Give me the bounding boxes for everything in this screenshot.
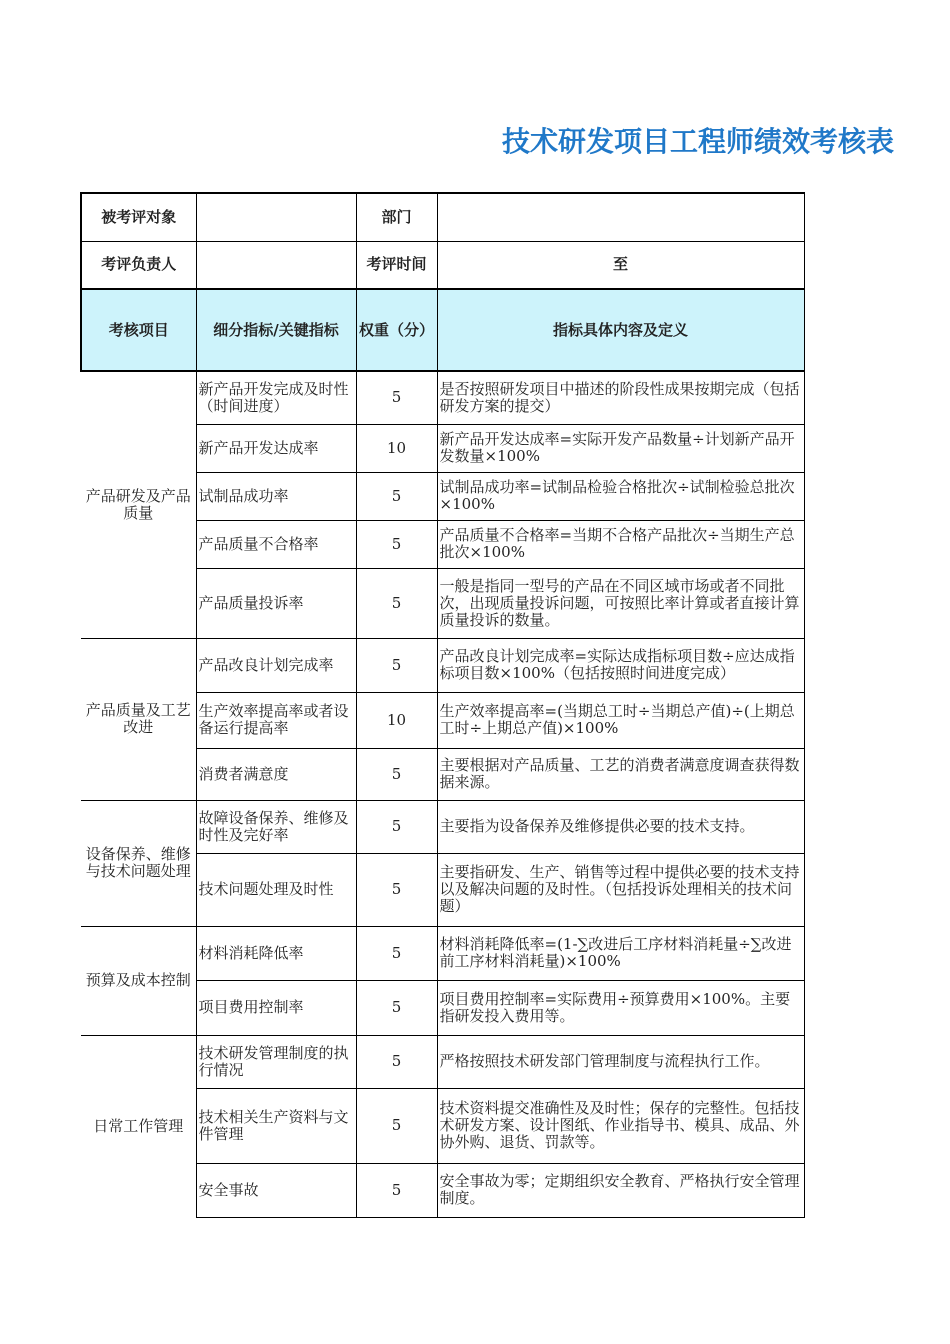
sub-indicator-cell: 新产品开发完成及时性（时间进度） [196,371,356,424]
weight-cell: 5 [356,638,437,692]
definition-cell: 材料消耗降低率=(1-∑改进后工序材料消耗量÷∑改进前工序材料消耗量)×100% [437,926,804,980]
sub-indicator-cell: 产品质量投诉率 [196,568,356,638]
period-input[interactable]: 至 [437,241,804,289]
definition-cell: 严格按照技术研发部门管理制度与流程执行工作。 [437,1035,804,1088]
evaluator-input[interactable] [196,241,356,289]
sub-indicator-cell: 安全事故 [196,1163,356,1217]
sub-indicator-cell: 消费者满意度 [196,748,356,800]
table-row [81,926,804,980]
sub-indicator-cell: 生产效率提高率或者设备运行提高率 [196,692,356,748]
category-cell: 预算及成本控制 [81,926,196,1035]
col-weight: 权重（分） [356,289,437,371]
col-category: 考核项目 [81,289,196,371]
col-sub: 细分指标/关键指标 [196,289,356,371]
kpi-table [80,192,805,1218]
definition-cell: 产品改良计划完成率=实际达成指标项目数÷应达成指标项目数×100%（包括按照时间进度完成） [437,638,804,692]
sub-indicator-cell: 技术研发管理制度的执行情况 [196,1035,356,1088]
weight-cell: 5 [356,853,437,926]
sub-indicator-cell: 项目费用控制率 [196,980,356,1035]
weight-cell: 5 [356,800,437,853]
definition-cell: 主要根据对产品质量、工艺的消费者满意度调查获得数据来源。 [437,748,804,800]
sub-indicator-cell: 材料消耗降低率 [196,926,356,980]
weight-cell: 5 [356,1163,437,1217]
sub-indicator-cell: 试制品成功率 [196,472,356,520]
category-cell: 产品研发及产品质量 [85,486,191,522]
definition-cell: 产品质量不合格率=当期不合格产品批次÷当期生产总批次×100% [437,520,804,568]
definition-cell: 试制品成功率=试制品检验合格批次÷试制检验总批次×100% [437,472,804,520]
weight-cell: 5 [356,748,437,800]
col-definition: 指标具体内容及定义 [437,289,804,371]
definition-cell: 技术资料提交准确性及及时性；保存的完整性。包括技术研发方案、设计图纸、作业指导书、模具、成品、外协外购、退货、罚款等。 [437,1088,804,1163]
evaluatee-label: 被考评对象 [81,193,196,241]
definition-cell: 一般是指同一型号的产品在不同区域市场或者不同批次，出现质量投诉问题，可按照比率计算或者直接计算质量投诉的数量。 [437,568,804,638]
sub-indicator-cell: 技术相关生产资料与文件管理 [196,1088,356,1163]
category-cell: 产品质量及工艺改进 [81,638,196,800]
weight-cell: 5 [356,980,437,1035]
weight-cell: 5 [356,1088,437,1163]
evaluatee-input[interactable] [196,193,356,241]
weight-cell: 5 [356,371,437,424]
title-area [0,118,895,166]
weight-cell: 10 [356,692,437,748]
sub-indicator-cell: 产品质量不合格率 [196,520,356,568]
definition-cell: 新产品开发达成率=实际开发产品数量÷计划新产品开发数量×100% [437,424,804,472]
category-cell: 设备保养、维修与技术问题处理 [81,800,196,926]
header-row-evaluator [81,241,804,289]
definition-cell: 生产效率提高率=(当期总工时÷当期总产值)÷(上期总工时÷上期总产值)×100% [437,692,804,748]
weight-cell: 5 [356,568,437,638]
definition-cell: 是否按照研发项目中描述的阶段性成果按期完成（包括研发方案的提交） [437,371,804,424]
table-row [81,371,804,424]
weight-cell: 10 [356,424,437,472]
dept-input[interactable] [437,193,804,241]
definition-cell: 安全事故为零；定期组织安全教育、严格执行安全管理制度。 [437,1163,804,1217]
weight-cell: 5 [356,926,437,980]
definition-cell: 项目费用控制率=实际费用÷预算费用×100%。主要指研发投入费用等。 [437,980,804,1035]
table-row [81,638,804,692]
weight-cell: 5 [356,520,437,568]
weight-cell: 5 [356,472,437,520]
page-title: 技术研发项目工程师绩效考核表 [502,125,895,158]
sub-indicator-cell: 新产品开发达成率 [196,424,356,472]
sub-indicator-cell: 技术问题处理及时性 [196,853,356,926]
definition-cell: 主要指为设备保养及维修提供必要的技术支持。 [437,800,804,853]
sub-indicator-cell: 产品改良计划完成率 [196,638,356,692]
evaluator-label: 考评负责人 [81,241,196,289]
dept-label: 部门 [356,193,437,241]
table-row [81,1035,804,1088]
header-row-evaluatee [81,193,804,241]
definition-cell: 主要指研发、生产、销售等过程中提供必要的技术支持以及解决问题的及时性。（包括投诉处理相关的技术问题） [437,853,804,926]
sub-indicator-cell: 故障设备保养、维修及时性及完好率 [196,800,356,853]
weight-cell: 5 [356,1035,437,1088]
column-header-row [81,289,804,371]
period-label: 考评时间 [356,241,437,289]
table-row [81,800,804,853]
category-cell: 日常工作管理 [81,1035,196,1217]
